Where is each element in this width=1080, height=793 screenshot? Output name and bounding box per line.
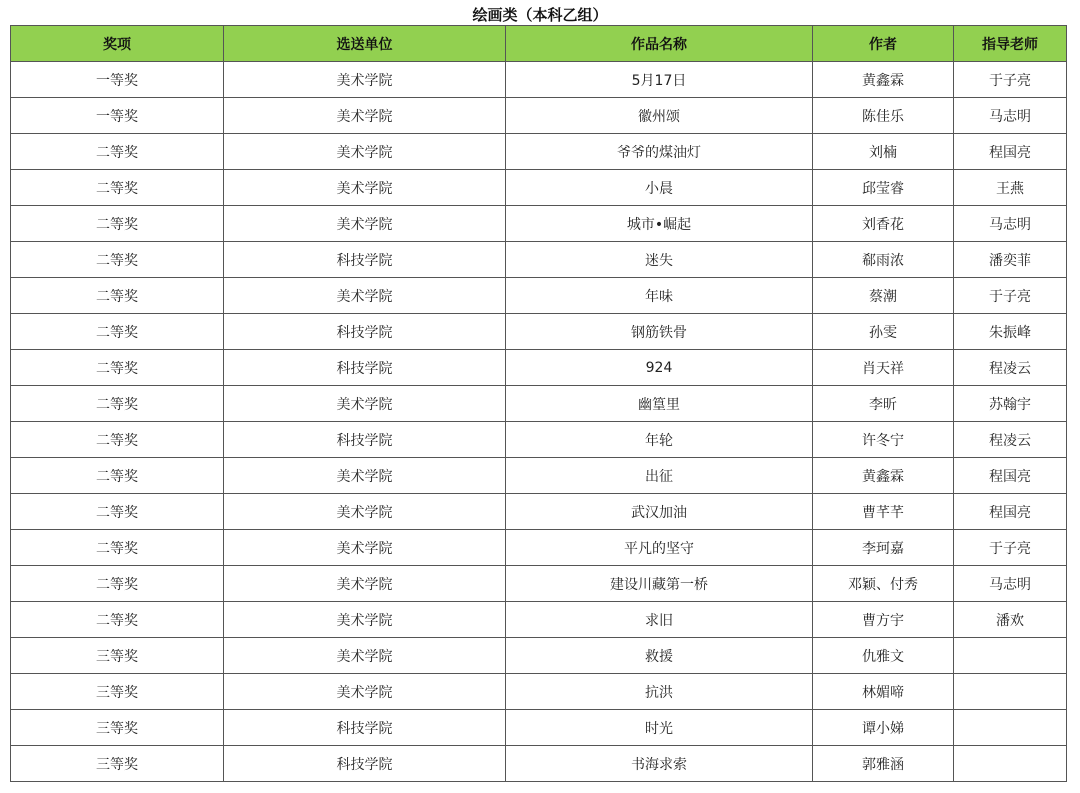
award-cell: 二等奖 <box>11 602 224 638</box>
author-cell: 陈佳乐 <box>813 98 954 134</box>
award-cell: 二等奖 <box>11 206 224 242</box>
author-cell: 仇雅文 <box>813 638 954 674</box>
award-cell: 一等奖 <box>11 98 224 134</box>
work-title-cell: 建设川藏第一桥 <box>506 566 813 602</box>
work-title-cell: 幽篁里 <box>506 386 813 422</box>
award-cell: 二等奖 <box>11 530 224 566</box>
advisor-cell: 程凌云 <box>954 350 1067 386</box>
unit-cell: 美术学院 <box>224 134 506 170</box>
work-title-cell: 年轮 <box>506 422 813 458</box>
table-row <box>11 566 1067 602</box>
award-cell: 二等奖 <box>11 494 224 530</box>
author-cell: 黄鑫霖 <box>813 62 954 98</box>
work-title-cell: 救援 <box>506 638 813 674</box>
table-row <box>11 242 1067 278</box>
author-cell: 谭小娣 <box>813 710 954 746</box>
advisor-cell <box>954 746 1067 782</box>
author-cell: 曹芊芊 <box>813 494 954 530</box>
advisor-cell: 马志明 <box>954 206 1067 242</box>
author-cell: 邓颖、付秀 <box>813 566 954 602</box>
advisor-cell: 于子亮 <box>954 278 1067 314</box>
work-title-cell: 爷爷的煤油灯 <box>506 134 813 170</box>
table-row <box>11 386 1067 422</box>
author-cell: 邱莹睿 <box>813 170 954 206</box>
author-cell: 许冬宁 <box>813 422 954 458</box>
unit-cell: 美术学院 <box>224 278 506 314</box>
unit-cell: 美术学院 <box>224 206 506 242</box>
table-row <box>11 746 1067 782</box>
award-cell: 二等奖 <box>11 314 224 350</box>
work-title-cell: 小晨 <box>506 170 813 206</box>
table-row <box>11 206 1067 242</box>
work-title-cell: 武汉加油 <box>506 494 813 530</box>
unit-cell: 美术学院 <box>224 602 506 638</box>
unit-cell: 美术学院 <box>224 170 506 206</box>
advisor-cell: 潘奕菲 <box>954 242 1067 278</box>
advisor-cell: 朱振峰 <box>954 314 1067 350</box>
unit-cell: 美术学院 <box>224 638 506 674</box>
advisor-cell: 于子亮 <box>954 62 1067 98</box>
advisor-cell <box>954 710 1067 746</box>
advisor-cell <box>954 674 1067 710</box>
award-cell: 三等奖 <box>11 638 224 674</box>
advisor-cell: 潘欢 <box>954 602 1067 638</box>
award-cell: 三等奖 <box>11 674 224 710</box>
header-award: 奖项 <box>11 26 224 62</box>
award-cell: 二等奖 <box>11 278 224 314</box>
award-cell: 二等奖 <box>11 422 224 458</box>
award-cell: 二等奖 <box>11 134 224 170</box>
work-title-cell: 书海求索 <box>506 746 813 782</box>
table-header <box>11 26 1067 62</box>
unit-cell: 美术学院 <box>224 566 506 602</box>
author-cell: 肖天祥 <box>813 350 954 386</box>
advisor-cell: 王燕 <box>954 170 1067 206</box>
table-row <box>11 458 1067 494</box>
award-cell: 一等奖 <box>11 62 224 98</box>
header-advisor: 指导老师 <box>954 26 1067 62</box>
table-row <box>11 638 1067 674</box>
author-cell: 曹方宇 <box>813 602 954 638</box>
author-cell: 郗雨浓 <box>813 242 954 278</box>
work-title-cell: 抗洪 <box>506 674 813 710</box>
table-body <box>11 62 1067 782</box>
table-row <box>11 710 1067 746</box>
unit-cell: 科技学院 <box>224 746 506 782</box>
work-title-cell: 5月17日 <box>506 62 813 98</box>
unit-cell: 科技学院 <box>224 242 506 278</box>
unit-cell: 美术学院 <box>224 494 506 530</box>
work-title-cell: 求旧 <box>506 602 813 638</box>
unit-cell: 科技学院 <box>224 710 506 746</box>
unit-cell: 科技学院 <box>224 314 506 350</box>
table-row <box>11 278 1067 314</box>
work-title-cell: 时光 <box>506 710 813 746</box>
award-cell: 二等奖 <box>11 566 224 602</box>
work-title-cell: 钢筋铁骨 <box>506 314 813 350</box>
author-cell: 黄鑫霖 <box>813 458 954 494</box>
table-row <box>11 350 1067 386</box>
table-row <box>11 134 1067 170</box>
award-cell: 二等奖 <box>11 458 224 494</box>
unit-cell: 美术学院 <box>224 530 506 566</box>
table-row <box>11 62 1067 98</box>
author-cell: 李珂嘉 <box>813 530 954 566</box>
unit-cell: 美术学院 <box>224 62 506 98</box>
work-title-cell: 徽州颂 <box>506 98 813 134</box>
table-row <box>11 602 1067 638</box>
table-row <box>11 422 1067 458</box>
author-cell: 孙雯 <box>813 314 954 350</box>
table-row <box>11 494 1067 530</box>
table-row <box>11 98 1067 134</box>
award-cell: 二等奖 <box>11 386 224 422</box>
unit-cell: 美术学院 <box>224 98 506 134</box>
work-title-cell: 迷失 <box>506 242 813 278</box>
unit-cell: 科技学院 <box>224 350 506 386</box>
advisor-cell <box>954 638 1067 674</box>
advisor-cell: 于子亮 <box>954 530 1067 566</box>
advisor-cell: 程国亮 <box>954 134 1067 170</box>
author-cell: 林媚啼 <box>813 674 954 710</box>
award-cell: 二等奖 <box>11 350 224 386</box>
table-title: 绘画类（本科乙组） <box>472 6 608 24</box>
author-cell: 刘香花 <box>813 206 954 242</box>
table-row <box>11 530 1067 566</box>
header-work-title: 作品名称 <box>506 26 813 62</box>
work-title-cell: 924 <box>506 350 813 386</box>
header-unit: 选送单位 <box>224 26 506 62</box>
unit-cell: 美术学院 <box>224 458 506 494</box>
advisor-cell: 苏翰宇 <box>954 386 1067 422</box>
advisor-cell: 程国亮 <box>954 494 1067 530</box>
author-cell: 李昕 <box>813 386 954 422</box>
advisor-cell: 程凌云 <box>954 422 1067 458</box>
table-row <box>11 170 1067 206</box>
award-cell: 二等奖 <box>11 170 224 206</box>
work-title-cell: 城市•崛起 <box>506 206 813 242</box>
award-cell: 三等奖 <box>11 710 224 746</box>
header-row <box>11 26 1067 62</box>
unit-cell: 美术学院 <box>224 386 506 422</box>
award-cell: 三等奖 <box>11 746 224 782</box>
author-cell: 刘楠 <box>813 134 954 170</box>
award-cell: 二等奖 <box>11 242 224 278</box>
author-cell: 蔡潮 <box>813 278 954 314</box>
advisor-cell: 程国亮 <box>954 458 1067 494</box>
advisor-cell: 马志明 <box>954 566 1067 602</box>
work-title-cell: 年味 <box>506 278 813 314</box>
work-title-cell: 出征 <box>506 458 813 494</box>
table-row <box>11 314 1067 350</box>
advisor-cell: 马志明 <box>954 98 1067 134</box>
awards-table <box>10 25 1067 782</box>
header-author: 作者 <box>813 26 954 62</box>
unit-cell: 美术学院 <box>224 674 506 710</box>
work-title-cell: 平凡的坚守 <box>506 530 813 566</box>
unit-cell: 科技学院 <box>224 422 506 458</box>
table-row <box>11 674 1067 710</box>
author-cell: 郭雅涵 <box>813 746 954 782</box>
